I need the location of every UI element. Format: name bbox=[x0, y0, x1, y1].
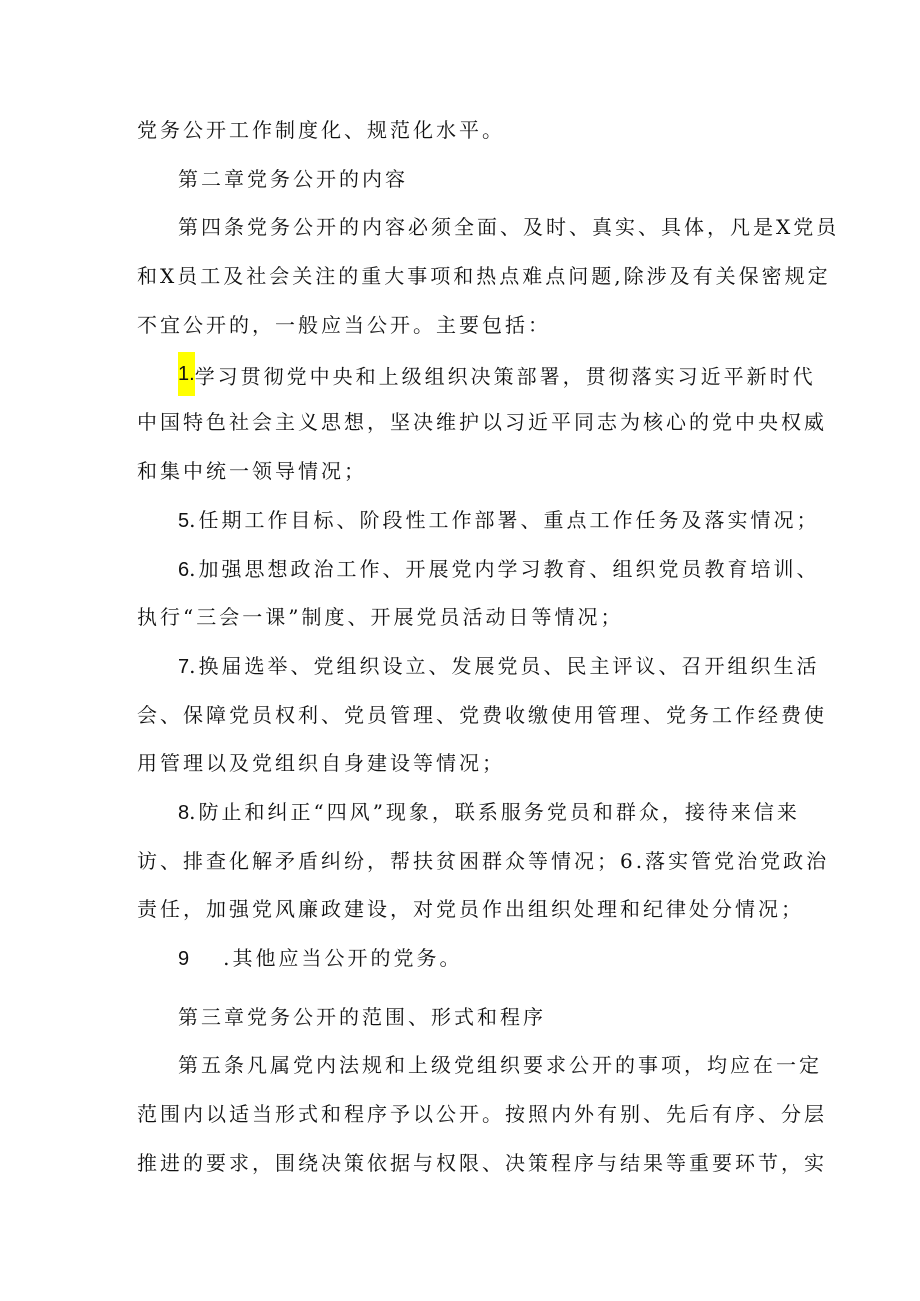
list-item-text: 学习贯彻党中央和上级组织决策部署，贯彻落实习近平新时代 bbox=[194, 364, 816, 389]
chapter-heading: 第二章党务公开的内容 bbox=[178, 167, 408, 191]
list-item-text: .任期工作目标、阶段性工作部署、重点工作任务及落实情况； bbox=[189, 508, 820, 532]
paragraph-line: 中国特色社会主义思想，坚决维护以习近平同志为核心的党中央权威 bbox=[137, 410, 827, 434]
paragraph-line: 推进的要求，围绕决策依据与权限、决策程序与结果等重要环节，实 bbox=[137, 1151, 827, 1175]
paragraph-line: 责任，加强党风廉政建设，对党员作出组织处理和纪律处分情况； bbox=[137, 897, 804, 921]
paragraph-line: 用管理以及党组织自身建设等情况； bbox=[137, 751, 505, 775]
highlighted-item-number: 1. bbox=[178, 352, 195, 396]
article-line: 第五条凡属党内法规和上级党组织要求公开的事项，均应在一定 bbox=[178, 1053, 822, 1077]
paragraph-line: 和X员工及社会关注的重大事项和热点难点问题,除涉及有关保密规定 bbox=[137, 264, 831, 288]
list-item bbox=[178, 506, 819, 534]
item-number: 7 bbox=[178, 656, 190, 678]
list-item bbox=[178, 944, 462, 972]
article-line: 第四条党务公开的内容必须全面、及时、真实、具体，凡是X党员 bbox=[178, 215, 840, 239]
paragraph-line: 范围内以适当形式和程序予以公开。按照内外有别、先后有序、分层 bbox=[137, 1102, 827, 1126]
list-item-text: .防止和纠正“四风”现象，联系服务党员和群众，接待来信来 bbox=[189, 800, 800, 824]
chapter-heading: 第三章党务公开的范围、形式和程序 bbox=[178, 1005, 546, 1029]
item-number: 5 bbox=[178, 510, 190, 532]
list-item bbox=[178, 798, 800, 826]
list-item-text: .换届选举、党组织设立、发展党员、民主评议、召开组织生活 bbox=[189, 654, 820, 678]
list-item bbox=[178, 360, 816, 388]
paragraph-line: 会、保障党员权利、党员管理、党费收缴使用管理、党务工作经费使 bbox=[137, 703, 827, 727]
list-item bbox=[178, 652, 819, 680]
item-number: 6 bbox=[178, 559, 190, 581]
paragraph-line: 访、排查化解矛盾纠纷，帮扶贫困群众等情况；6.落实管党治党政治 bbox=[137, 849, 830, 873]
list-item-text: .其他应当公开的党务。 bbox=[223, 946, 463, 970]
paragraph-line: 和集中统一领导情况； bbox=[137, 459, 367, 483]
item-number: 8 bbox=[178, 802, 190, 824]
paragraph-line: 不宜公开的，一般应当公开。主要包括： bbox=[137, 313, 551, 337]
item-number: 9 bbox=[178, 948, 190, 970]
paragraph-line: 党务公开工作制度化、规范化水平。 bbox=[137, 118, 505, 142]
list-item-text: .加强思想政治工作、开展党内学习教育、组织党员教育培训、 bbox=[189, 557, 820, 581]
list-item bbox=[178, 555, 819, 583]
paragraph-line: 执行“三会一课”制度、开展党员活动日等情况； bbox=[137, 605, 624, 629]
